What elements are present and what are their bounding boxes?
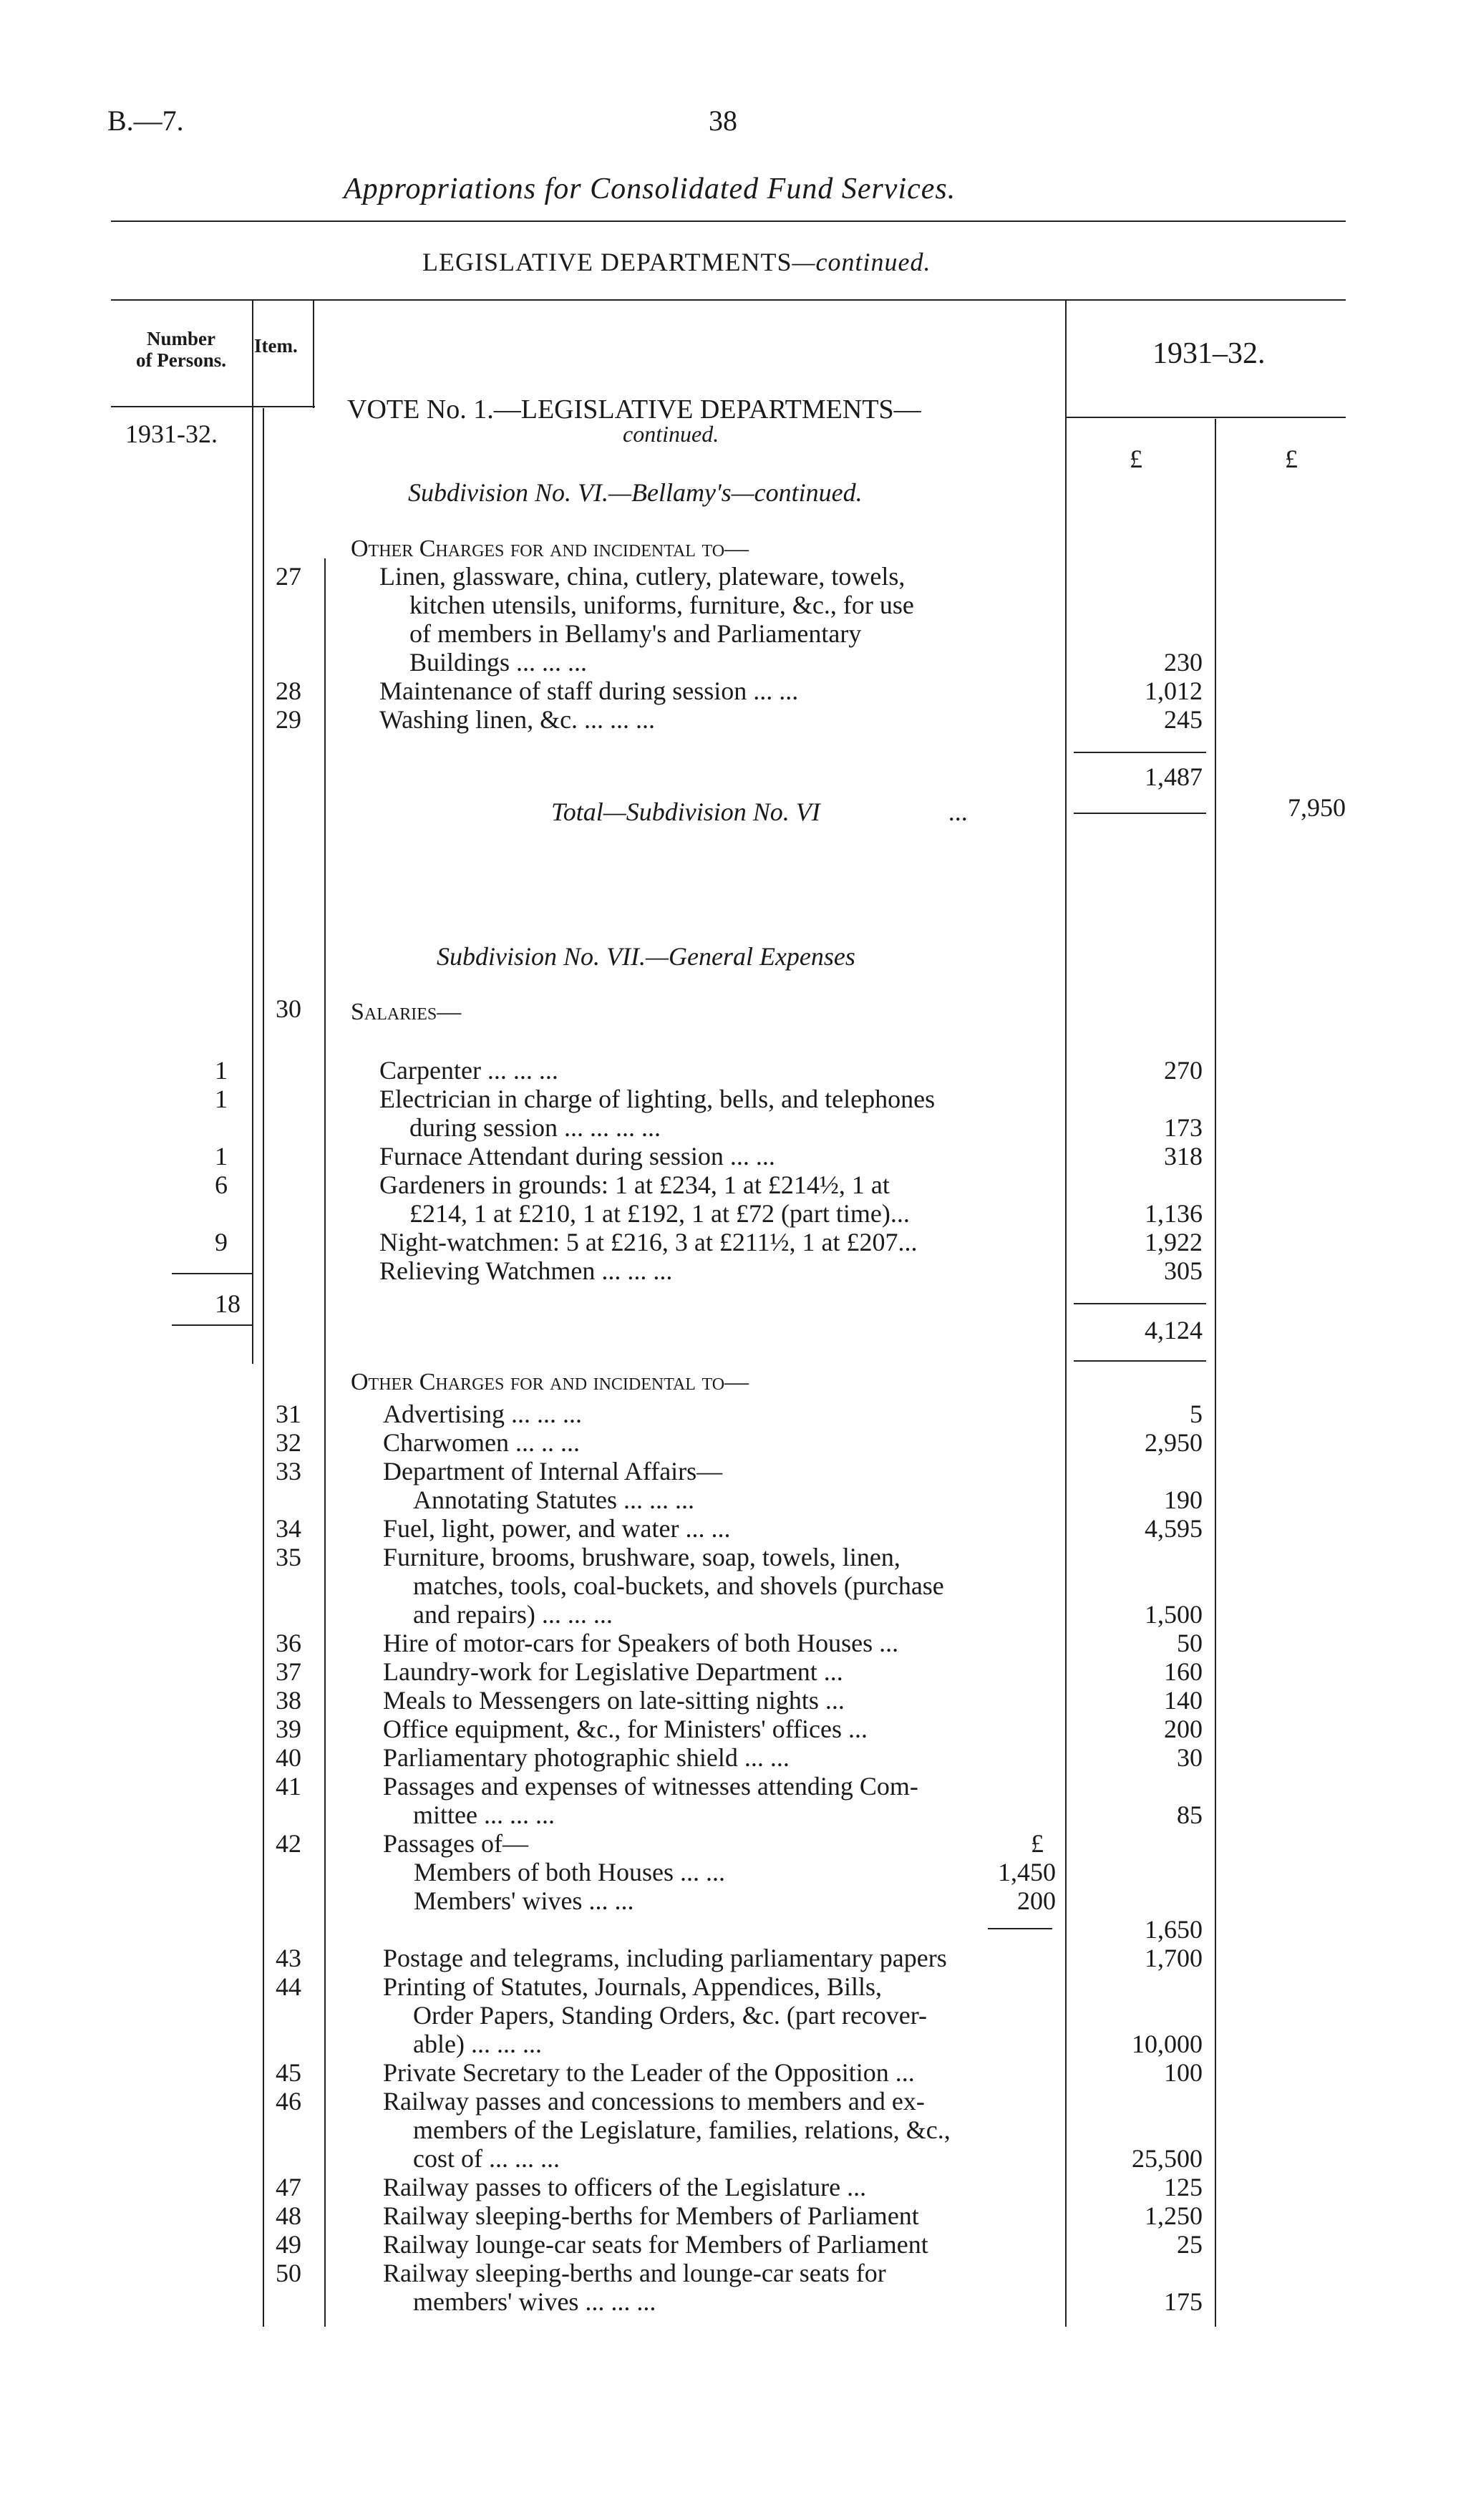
description-line: Department of Internal Affairs—: [383, 1457, 723, 1486]
persons-total-bottom-rule: [172, 1324, 252, 1326]
item-amount: 190: [1164, 1486, 1203, 1514]
description-line: Meals to Messengers on late-sitting nights ...: [383, 1686, 845, 1715]
description-line: Railway sleeping-berths and lounge-car seats for: [383, 2259, 886, 2287]
item-description: [383, 1457, 1052, 1514]
description-line: Private Secretary to the Leader of the Opposition ...: [383, 2058, 915, 2087]
section-continued: —continued.: [792, 248, 931, 276]
item-amount: 173: [1164, 1113, 1203, 1142]
description-line: Postage and telegrams, including parliamentary papers: [383, 1944, 947, 1972]
sub-item-amount: 200: [1017, 1886, 1056, 1915]
item-description: [383, 2058, 1052, 2087]
item-amount: 25,500: [1132, 2144, 1203, 2173]
persons-count: 1: [215, 1056, 228, 1085]
description-line: Furnace Attendant during session ... ...: [379, 1142, 775, 1171]
item-amount: 230: [1164, 648, 1203, 677]
item-amount: 25: [1177, 2230, 1203, 2259]
item-description: [383, 1400, 1052, 1428]
item-amount: 1,012: [1145, 677, 1203, 705]
description-line: £214, 1 at £210, 1 at £192, 1 at £72 (part time)...: [409, 1199, 910, 1228]
description-line: Order Papers, Standing Orders, &c. (part recover-: [413, 2001, 928, 2030]
salaries-heading: Salaries—: [351, 999, 462, 1025]
description-line: kitchen utensils, uniforms, furniture, &c., for use: [409, 591, 914, 619]
item-amount: 175: [1164, 2287, 1203, 2316]
description-line: cost of ... ... ...: [413, 2144, 560, 2173]
item-description: [379, 1085, 1052, 1142]
description-line: members' wives ... ... ...: [413, 2287, 656, 2316]
item-amount: 125: [1164, 2173, 1203, 2201]
item-description: [383, 2230, 1052, 2259]
item-number: 42: [276, 1829, 301, 1858]
subtotal-vi-amount: 1,487: [1145, 762, 1203, 791]
item-amount: 1,650: [1145, 1915, 1203, 1944]
item-description: [379, 1171, 1052, 1228]
item-amount: 270: [1164, 1056, 1203, 1085]
description-line: mittee ... ... ...: [413, 1801, 555, 1829]
description-line: able) ... ... ...: [413, 2030, 542, 2058]
item-left-divider-lower: [263, 408, 264, 2327]
section-rule: [111, 299, 1346, 301]
amount-columns-divider: [1215, 419, 1216, 2327]
item-amount: 1,500: [1145, 1600, 1203, 1629]
subdivision-vii-heading: Subdivision No. VII.—General Expenses: [437, 942, 855, 971]
item-amount: 2,950: [1145, 1428, 1203, 1457]
currency-col2: £: [1285, 445, 1298, 473]
item-description: [383, 1629, 1052, 1657]
description-line: Relieving Watchmen ... ... ...: [379, 1256, 673, 1285]
description-line: and repairs) ... ... ...: [413, 1600, 613, 1629]
persons-item-divider: [252, 301, 253, 1364]
item-description: [379, 1142, 1052, 1171]
item-amount: 4,595: [1145, 1514, 1203, 1543]
item-amount: 30: [1177, 1743, 1203, 1772]
item-amount: 85: [1177, 1801, 1203, 1829]
item-description: [379, 677, 1052, 705]
item-amount: 305: [1164, 1256, 1203, 1285]
sub-item-label: Members' wives ... ...: [414, 1886, 634, 1915]
description-line: Printing of Statutes, Journals, Appendices, Bills,: [383, 1972, 882, 2001]
title-rule: [111, 220, 1346, 222]
item-amount: 1,136: [1145, 1199, 1203, 1228]
item-number: 34: [276, 1514, 301, 1543]
description-line: during session ... ... ... ...: [409, 1113, 661, 1142]
description-line: Fuel, light, power, and water ... ...: [383, 1514, 731, 1543]
description-line: Gardeners in grounds: 1 at £234, 1 at £214½, 1 at: [379, 1171, 890, 1199]
item-description: [383, 1514, 1052, 1543]
persons-total-rule: [172, 1273, 252, 1274]
item-amount: 160: [1164, 1657, 1203, 1686]
sub-item-amount: 1,450: [998, 1858, 1056, 1886]
item-text-divider-lower: [324, 558, 326, 2327]
description-line: Charwomen ... .. ...: [383, 1428, 580, 1457]
item-column-header: Item.: [254, 335, 298, 357]
item-number: 48: [276, 2201, 301, 2230]
sub-item-label: Members of both Houses ... ...: [414, 1858, 725, 1886]
item-number: 39: [276, 1715, 301, 1743]
description-line: Railway passes and concessions to members and ex-: [383, 2087, 925, 2116]
description-line: Passages of—: [383, 1829, 528, 1858]
item-description: [383, 1743, 1052, 1772]
item-amount: 50: [1177, 1629, 1203, 1657]
description-line: Washing linen, &c. ... ... ...: [379, 705, 656, 734]
item-number: 50: [276, 2259, 301, 2287]
text-amount-divider: [1065, 301, 1067, 2327]
item-number: 47: [276, 2173, 301, 2201]
header-row-rule-right: [1065, 417, 1346, 418]
subdivision-vi-heading: Subdivision No. VI.—Bellamy's—continued.: [408, 478, 863, 507]
description-line: Railway sleeping-berths for Members of Parliament: [383, 2201, 919, 2230]
item-number: 41: [276, 1772, 301, 1801]
other-charges-vii-heading: Other Charges for and incidental to—: [351, 1369, 749, 1395]
persons-count: 6: [215, 1171, 228, 1199]
description-line: Night-watchmen: 5 at £216, 3 at £211½, 1 at £207...: [379, 1228, 918, 1256]
document-reference: B.—7.: [107, 105, 184, 137]
item-description: [383, 2201, 1052, 2230]
item-number: 38: [276, 1686, 301, 1715]
item-description: [383, 2087, 1052, 2173]
item-number: 27: [276, 562, 301, 591]
persons-total: 18: [215, 1289, 241, 1318]
description-line: Passages and expenses of witnesses attending Com-: [383, 1772, 918, 1801]
item-number: 33: [276, 1457, 301, 1486]
description-line: Railway passes to officers of the Legislature ...: [383, 2173, 867, 2201]
item-number: 43: [276, 1944, 301, 1972]
item-number: 32: [276, 1428, 301, 1457]
total-vi-dots: ...: [948, 798, 968, 826]
item-description: [383, 2173, 1052, 2201]
description-line: Furniture, brooms, brushware, soap, towels, linen,: [383, 1543, 900, 1571]
description-line: members of the Legislature, families, relations, &c.,: [413, 2116, 951, 2144]
item-amount: 1,922: [1145, 1228, 1203, 1256]
salaries-item-number: 30: [276, 994, 301, 1023]
item-amount: 10,000: [1132, 2030, 1203, 2058]
persons-year: 1931-32.: [125, 420, 218, 448]
item-amount: 318: [1164, 1142, 1203, 1171]
item-description: [379, 562, 1052, 677]
persons-header-line2: of Persons.: [136, 349, 226, 371]
item-number: 35: [276, 1543, 301, 1571]
item-description: [383, 1657, 1052, 1686]
year-column-header: 1931–32.: [1152, 337, 1266, 370]
description-line: Annotating Statutes ... ... ...: [413, 1486, 694, 1514]
item-number: 31: [276, 1400, 301, 1428]
item-description: [383, 1715, 1052, 1743]
item-description: [383, 1829, 1052, 1858]
section-name: LEGISLATIVE DEPARTMENTS: [422, 248, 792, 276]
total-vi-label: [551, 797, 968, 827]
item-number: 28: [276, 677, 301, 705]
item-amount: 140: [1164, 1686, 1203, 1715]
sub-total-dash: [988, 1928, 1052, 1929]
page-number: 38: [709, 105, 737, 137]
description-line: Railway lounge-car seats for Members of Parliament: [383, 2230, 928, 2259]
sub-currency: £: [1031, 1829, 1044, 1858]
item-description: [383, 2259, 1052, 2316]
salaries-total-rule: [1074, 1303, 1206, 1304]
item-number: 49: [276, 2230, 301, 2259]
item-amount: 200: [1164, 1715, 1203, 1743]
item-number: 36: [276, 1629, 301, 1657]
description-line: Linen, glassware, china, cutlery, plateware, towels,: [379, 562, 906, 591]
description-line: Carpenter ... ... ...: [379, 1056, 558, 1085]
item-description: [379, 705, 1052, 734]
item-amount: 1,700: [1145, 1944, 1203, 1972]
item-description: [383, 1686, 1052, 1715]
total-vi-dash: [1074, 813, 1206, 814]
item-description: [383, 1944, 1052, 1972]
item-number: 40: [276, 1743, 301, 1772]
description-line: Hire of motor-cars for Speakers of both Houses ...: [383, 1629, 899, 1657]
item-number: 44: [276, 1972, 301, 2001]
item-description: [379, 1228, 1052, 1256]
total-vi-amount: 7,950: [1288, 793, 1346, 822]
description-line: Buildings ... ... ...: [409, 648, 588, 677]
item-text-divider: [313, 301, 314, 408]
description-line: Maintenance of staff during session ... ...: [379, 677, 799, 705]
item-description: [383, 1972, 1052, 2058]
description-line: of members in Bellamy's and Parliamentary: [409, 619, 862, 648]
persons-count: 1: [215, 1142, 228, 1171]
persons-header-line1: Number: [147, 328, 215, 349]
item-description: [379, 1056, 1052, 1085]
item-description: [379, 1256, 1052, 1285]
salaries-total-bottom-rule: [1074, 1360, 1206, 1362]
currency-col1: £: [1130, 445, 1142, 473]
other-charges-heading: Other Charges for and incidental to—: [351, 536, 749, 562]
vote-continued: continued.: [623, 421, 719, 447]
vote-title: VOTE No. 1.—LEGISLATIVE DEPARTMENTS—: [347, 394, 921, 425]
item-amount: 5: [1190, 1400, 1203, 1428]
description-line: matches, tools, coal-buckets, and shovels (purchase: [413, 1571, 944, 1600]
description-line: Laundry-work for Legislative Department ...: [383, 1657, 843, 1686]
item-number: 29: [276, 705, 301, 734]
header-row-rule-left: [111, 406, 315, 407]
item-amount: 1,250: [1145, 2201, 1203, 2230]
page-title: Appropriations for Consolidated Fund Services.: [344, 173, 956, 205]
item-number: 45: [276, 2058, 301, 2087]
item-amount: 100: [1164, 2058, 1203, 2087]
description-line: Parliamentary photographic shield ... ...: [383, 1743, 790, 1772]
persons-column-header: [120, 328, 242, 371]
item-description: [383, 1543, 1052, 1629]
total-vi-text: Total—Subdivision No. VI: [551, 798, 820, 826]
description-line: Advertising ... ... ...: [383, 1400, 582, 1428]
section-heading: [422, 247, 931, 277]
description-line: Office equipment, &c., for Ministers' offices ...: [383, 1715, 868, 1743]
item-description: [383, 1772, 1052, 1829]
item-description: [383, 1428, 1052, 1457]
persons-count: 1: [215, 1085, 228, 1113]
item-number: 46: [276, 2087, 301, 2116]
salaries-total: 4,124: [1145, 1316, 1203, 1344]
item-amount: 245: [1164, 705, 1203, 734]
persons-count: 9: [215, 1228, 228, 1256]
item-number: 37: [276, 1657, 301, 1686]
subtotal-vi-rule: [1074, 752, 1206, 753]
description-line: Electrician in charge of lighting, bells, and telephones: [379, 1085, 936, 1113]
